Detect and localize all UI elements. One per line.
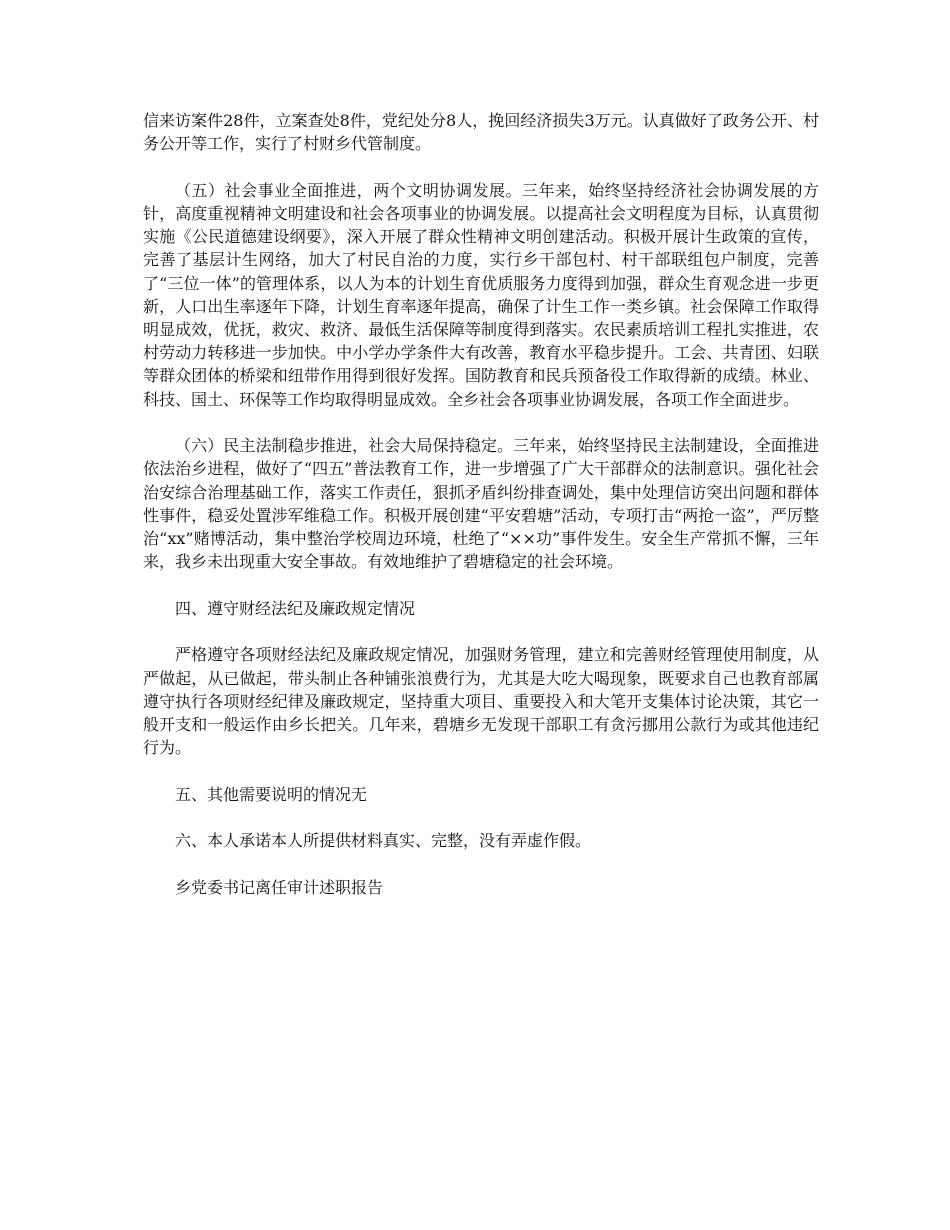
document-footer-title: 乡党委书记离任审计述职报告	[175, 878, 384, 898]
paragraph-continuation: 信来访案件28件，立案查处8件，党纪处分8人，挽回经济损失3万元。认真做好了政务公开、村务公开等工作，实行了村财乡代管制度。	[143, 111, 819, 154]
paragraph-social-affairs: （五）社会事业全面推进，两个文明协调发展。三年来，始终坚持经济社会协调发展的方针，高度重视精神文明建设和社会各项事业的协调发展。以提高社会文明程度为目标，认真贯彻实施《公民道德建设纲要》，深入开展了群众性精神文明创建活动。积极开展计生政策的宣传，完善了基层计生网络，加大了村民自治的力度，实行乡干部包村、村干部联组包户制度，完善了“三位一体”的管理体系，以人为本的计划生育优质服务力度得到加强，群众生育观念进一步更新，人口出生率逐年下降，计划生育率逐年提高，确保了计生工作一类乡镇。社会保障工作取得明显成效，优抚，救灾、救济、最低生活保障等制度得到落实。农民素质培训工程扎实推进，农村劳动力转移进一步加快。中小学办学条件大有改善，教育水平稳步提升。工会、共青团、妇联等群众团体的桥梁和纽带作用得到很好发挥。国防教育和民兵预备役工作取得新的成绩。林业、科技、国土、环保等工作均取得明显成效。全乡社会各项事业协调发展，各项工作全面进步。	[143, 180, 819, 409]
paragraph-finance-discipline: 严格遵守各项财经法纪及廉政规定情况，加强财务管理，建立和完善财经管理使用制度，从严做起，从已做起，带头制止各种铺张浪费行为，尤其是大吃大喝现象，既要求自己也教育部属遵守执行各项财经纪律及廉政规定，坚持重大项目、重要投入和大笔开支集体讨论决策，其它一般开支和一般运作由乡长把关。几年来，碧塘乡无发现干部职工有贪污挪用公款行为或其他违纪行为。	[143, 645, 819, 758]
paragraph-democracy-law: （六）民主法制稳步推进，社会大局保持稳定。三年来，始终坚持民主法制建设，全面推进依法治乡进程，做好了“四五”普法教育工作，进一步增强了广大干部群众的法制意识。强化社会治安综合治理基础工作，落实工作责任，狠抓矛盾纠纷排查调处，集中处理信访突出问题和群体性事件，稳妥处置涉军维稳工作。积极开展创建“平安碧塘”活动，专项打击“两抢一盗”，严厉整治“xx”赌博活动，集中整治学校周边环境，杜绝了“××功”事件发生。安全生产常抓不懈，三年来，我乡未出现重大安全事故。有效地维护了碧塘稳定的社会环境。	[143, 436, 819, 572]
document-body	[143, 109, 819, 923]
section-heading-finance-discipline: 四、遵守财经法纪及廉政规定情况	[175, 598, 416, 618]
section-heading-other-notes: 五、其他需要说明的情况无	[175, 784, 368, 804]
section-heading-commitment: 六、本人承诺本人所提供材料真实、完整，没有弄虚作假。	[175, 831, 592, 851]
